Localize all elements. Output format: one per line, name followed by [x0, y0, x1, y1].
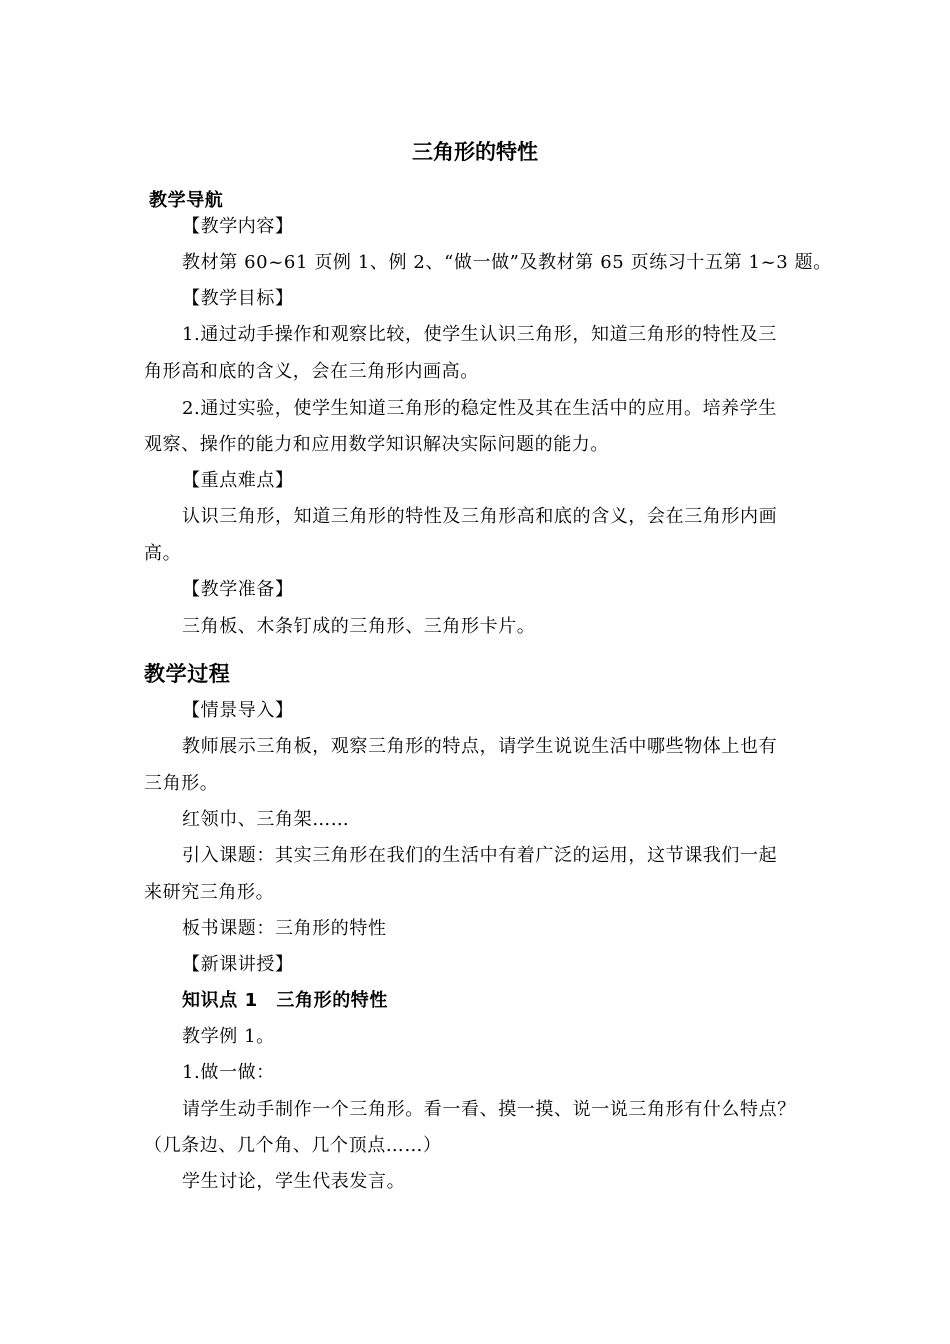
ask-line2: （几条边、几个角、几个顶点……）: [144, 1135, 442, 1156]
key-line2: 高。: [144, 543, 182, 564]
new-lesson-label: 【新课讲授】: [182, 954, 294, 975]
section-heading-process: 教学过程: [144, 662, 231, 686]
goal2-line1: 2.通过实验，使学生知道三角形的稳定性及其在生活中的应用。培养学生: [182, 398, 777, 419]
intro-line2: 三角形。: [144, 773, 219, 794]
content-label: 【教学内容】: [182, 216, 294, 237]
key-label: 【重点难点】: [182, 470, 294, 491]
example1-text: 教学例 1。: [182, 1026, 275, 1047]
knowledge-point-1: 知识点 1 三角形的特性: [182, 990, 388, 1011]
board-text: 板书课题：三角形的特性: [182, 918, 387, 939]
goal2-line2: 观察、操作的能力和应用数学知识解决实际问题的能力。: [144, 434, 609, 455]
lead-line1: 引入课题：其实三角形在我们的生活中有着广泛的运用，这节课我们一起: [182, 845, 778, 866]
lead-line2: 来研究三角形。: [144, 882, 275, 903]
goal1-line2: 角形高和底的含义，会在三角形内画高。: [144, 361, 479, 382]
prep-text: 三角板、木条钉成的三角形、三角形卡片。: [182, 616, 536, 637]
goals-label: 【教学目标】: [182, 288, 294, 309]
goal1-line1: 1.通过动手操作和观察比较，使学生认识三角形，知道三角形的特性及三: [182, 324, 777, 345]
intro-label: 【情景导入】: [182, 700, 294, 721]
key-line1: 认识三角形，知道三角形的特性及三角形高和底的含义，会在三角形内画: [182, 506, 778, 527]
intro-line1: 教师展示三角板，观察三角形的特点，请学生说说生活中哪些物体上也有: [182, 736, 778, 757]
prep-label: 【教学准备】: [182, 579, 294, 600]
discuss-text: 学生讨论，学生代表发言。: [182, 1171, 406, 1192]
step1-text: 1.做一做：: [182, 1062, 275, 1083]
section-heading-nav: 教学导航: [149, 190, 224, 211]
examples-text: 红领巾、三角架……: [182, 809, 350, 830]
page-title: 三角形的特性: [412, 140, 538, 164]
ask-line1: 请学生动手制作一个三角形。看一看、摸一摸、说一说三角形有什么特点？: [182, 1099, 796, 1120]
content-text: 教材第 60~61 页例 1、例 2、“做一做”及教材第 65 页练习十五第 1~3 题。: [182, 252, 832, 273]
